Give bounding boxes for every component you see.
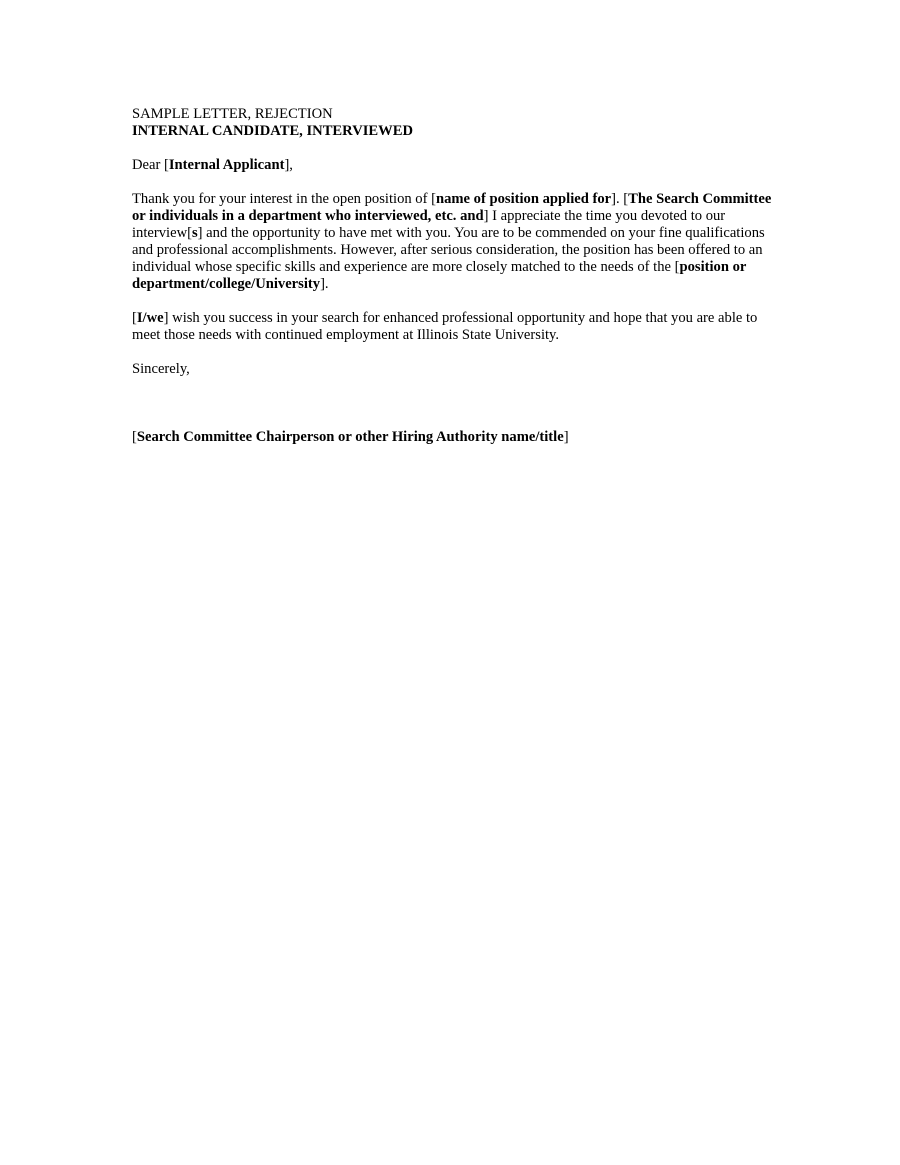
p2-text-2: ] wish you success in your search for enhanced professional opportunity and hope that you are able to meet those needs with continued employment at Illinois State University. bbox=[132, 310, 758, 343]
closing: Sincerely, bbox=[132, 361, 190, 377]
p1-bold-s: s bbox=[191, 225, 198, 241]
spacer bbox=[132, 293, 772, 310]
letter-heading-line1: SAMPLE LETTER, REJECTION bbox=[132, 106, 333, 122]
sig-text-2: ] bbox=[563, 429, 569, 445]
p1-bold-position: name of position applied for bbox=[435, 191, 612, 207]
p1-text-4: ] and the opportunity to have met with you. You are to be commended on your fine qualifications and professional accomplishments. However, after serious consideration, the position has been offered to an individual whose specific skills and experience are more closely matched to the needs of the [ bbox=[132, 225, 765, 275]
salutation-suffix: ], bbox=[284, 157, 293, 173]
p1-bold-committee: The Search Committee or individuals in a department who interviewed, etc. and bbox=[132, 191, 772, 224]
letter-body bbox=[132, 106, 772, 446]
spacer bbox=[132, 174, 772, 191]
p2-bold-iwe: I/we bbox=[136, 310, 164, 326]
sig-text-1: [ bbox=[132, 429, 137, 445]
p2-text-1: [ bbox=[132, 310, 137, 326]
spacer bbox=[132, 344, 772, 361]
letter-heading-bold: INTERNAL CANDIDATE, INTERVIEWED bbox=[132, 123, 414, 139]
paragraph-1 bbox=[132, 191, 772, 293]
signature-line bbox=[132, 429, 772, 446]
letter-heading-line2 bbox=[132, 123, 772, 140]
salutation-prefix: Dear [ bbox=[132, 157, 169, 173]
paragraph-2 bbox=[132, 310, 772, 344]
p1-text-1: Thank you for your interest in the open position of [ bbox=[132, 191, 436, 207]
p1-bold-department: position or department/college/University bbox=[132, 259, 747, 292]
p1-text-5: ]. bbox=[320, 276, 329, 292]
p1-text-3: ] I appreciate the time you devoted to our interview[ bbox=[132, 208, 726, 241]
salutation bbox=[132, 157, 772, 174]
signature-spacer bbox=[132, 378, 772, 429]
spacer bbox=[132, 140, 772, 157]
salutation-name: Internal Applicant bbox=[168, 157, 285, 173]
sig-bold-name: Search Committee Chairperson or other Hiring Authority name/title bbox=[136, 429, 564, 445]
p1-text-2: ]. [ bbox=[611, 191, 629, 207]
